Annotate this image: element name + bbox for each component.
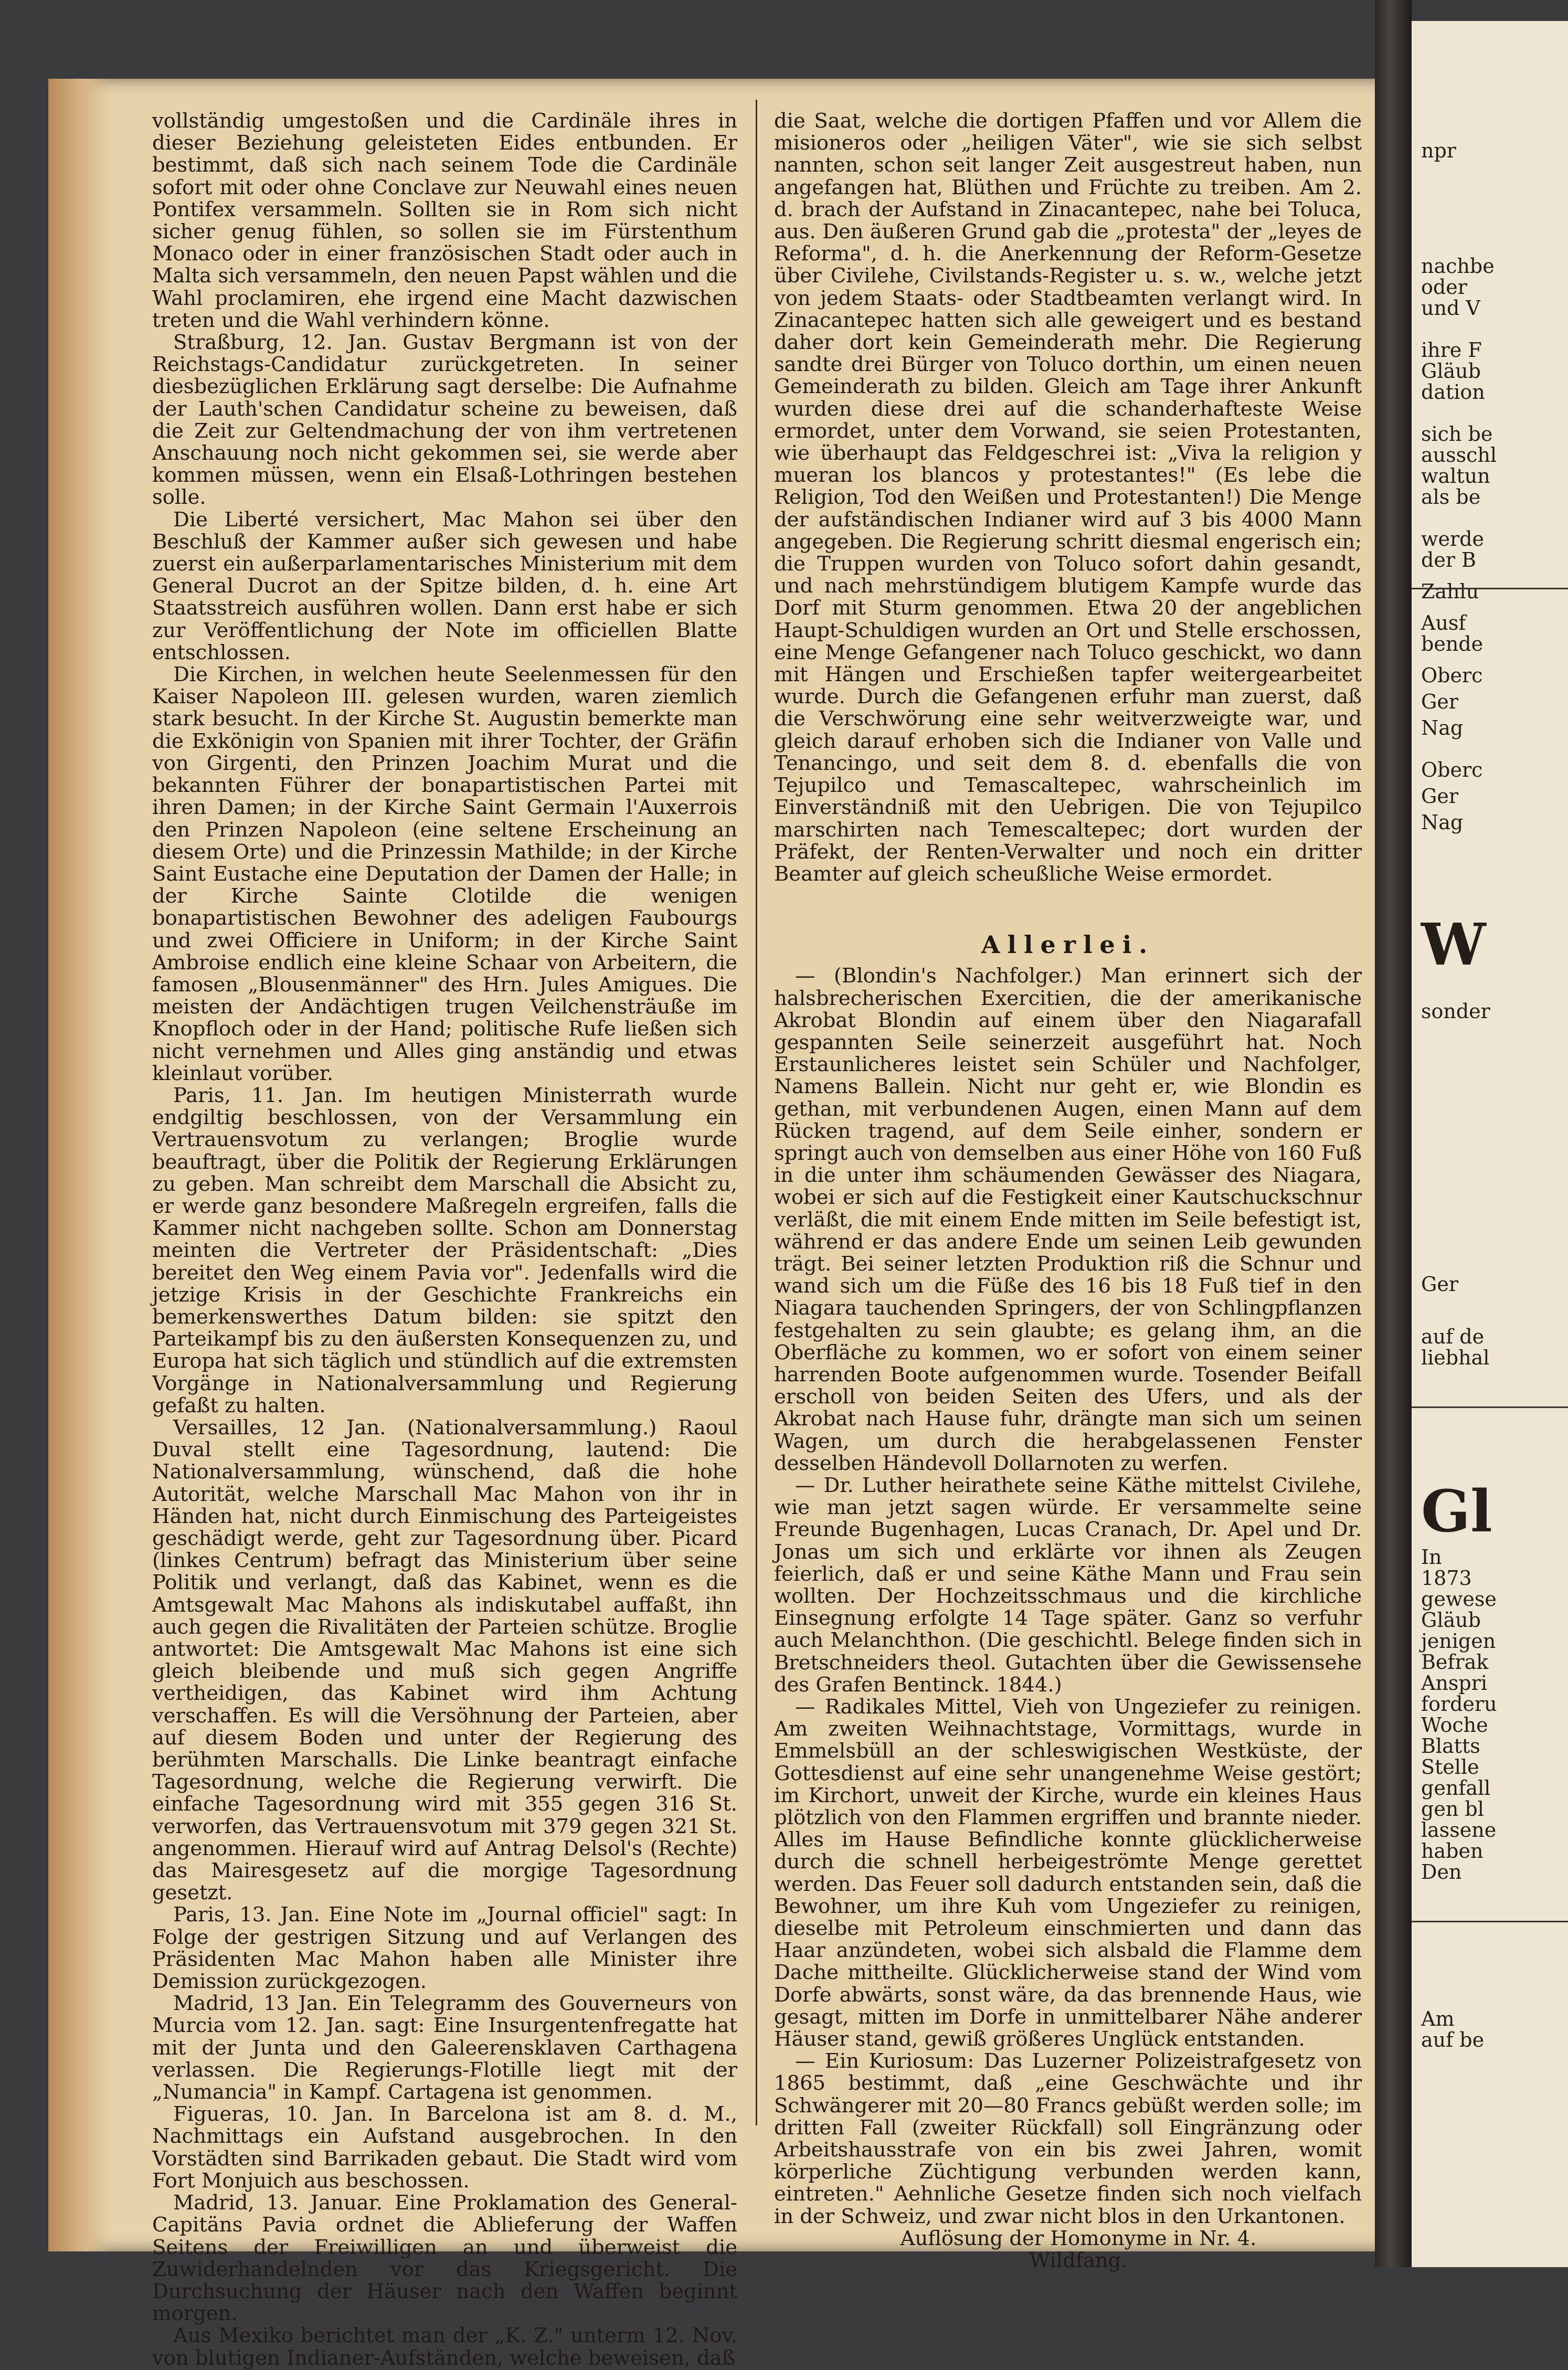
adjacent-page-fragment: W — [1421, 911, 1486, 978]
adjacent-page-fragment: Zahlu — [1421, 580, 1479, 603]
adjacent-page-fragment: haben — [1421, 1839, 1484, 1863]
left-column — [152, 110, 737, 2369]
adjacent-page-fragment: forderu — [1421, 1692, 1497, 1716]
adjacent-page-rule — [1412, 1406, 1568, 1408]
adjacent-page-fragment: ihre F — [1421, 338, 1482, 362]
news-paragraph: vollständig umgestoßen und die Cardinäle ihres in dieser Beziehung geleisteten Eides entbunden. Er bestimmt, daß sich nach seinem Tode die Cardinäle sofort mit oder ohne Conclave zur Neuwahl eines neuen Pontifex versammeln. Sollten sie in Rom sich nicht sicher genug fühlen, so sollen sie im Fürstenthum Monaco oder in einer französischen Stadt oder auch in Malta sich versammeln, den neuen Papst wählen und die Wahl proclamiren, ehe irgend eine Macht dazwischen treten und die Wahl verhindern könne. — [152, 109, 737, 332]
adjacent-page-fragment: npr — [1421, 139, 1456, 162]
adjacent-page-fragment: Am — [1421, 2007, 1455, 2030]
news-paragraph: Straßburg, 12. Jan. Gustav Bergmann ist von der Reichstags-Candidatur zurückgetreten. In seiner diesbezüglichen Erklärung sagt derselbe: Die Aufnahme der Lauth'schen Candidatur scheine zu beweisen, daß die Zeit zur Geltendmachung der von ihm vertretenen Anschauung noch nicht gekommen sei, sie werde aber kommen müssen, wenn ein Elsaß-Lothringen bestehen solle. — [152, 331, 737, 510]
news-paragraph: Die Liberté versichert, Mac Mahon sei über den Beschluß der Kammer außer sich gewesen und habe zuerst ein außerparlamentarisches Ministerium mit dem General Ducrot an der Spitze bilden, d. h. eine Art Staatsstreich ausführen wollen. Dann erst habe er sich zur Veröffentlichung der Note im officiellen Blatte entschlossen. — [152, 507, 737, 664]
news-paragraph: Figueras, 10. Jan. In Barcelona ist am 8. d. M., Nachmittags ein Aufstand ausgebrochen. In den Vorstädten sind Barrikaden gebaut. Die Stadt wird vom Fort Monjuich aus beschossen. — [152, 2102, 737, 2193]
adjacent-page-fragment: lassene — [1421, 1818, 1497, 1842]
adjacent-page-fragment: liebhal — [1421, 1346, 1490, 1369]
adjacent-page-fragment: auf be — [1421, 2028, 1485, 2051]
news-paragraph: Versailles, 12 Jan. (Nationalversammlung.) Raoul Duval stellt eine Tagesordnung, lautend: Die Nationalversammlung, wünschend, daß die hohe Autorität, welche Marschall Mac Mahon von ihr in Händen hat, nicht durch Einmischung des Parteigeistes geschädigt werde, geht zur Tagesordnung über. Picard (linkes Centrum) befragt das Ministerium über seine Politik und verlangt, daß das Kabinet, wenn es die Amtsgewalt Mac Mahons als indiskutabel auffaßt, ihn auch gegen die Rivalitäten der Parteien schütze. Broglie antwortet: Die Amtsgewalt Mac Mahons ist eine sich gleich bleibende und muß sich gegen Angriffe vertheidigen, das Kabinet wird ihm Achtung verschaffen. Es will die Versöhnung der Parteien, aber auf diesem Boden und unter der Regierung des berühmten Marschalls. Die Linke beantragt einfache Tagesordnung, welche die Regierung verwirft. Die einfache Tagesordnung wird mit 355 gegen 316 St. verworfen, das Vertrauensvotum mit 379 gegen 321 St. angenommen. Hierauf wird auf Antrag Delsol's (Rechte) das Mairesgesetz auf die morgige Tagesordnung gesetzt. — [152, 1415, 737, 1905]
news-paragraph: Madrid, 13 Jan. Ein Telegramm des Gouverneurs von Murcia vom 12. Jan. sagt: Eine Insurgentenfregatte hat mit der Junta und den Galeerensklaven Carthagena verlassen. Die Regierungs-Flotille liegt mit der „Numancia" in Kampf. Cartagena ist genommen. — [152, 1992, 737, 2104]
adjacent-page-fragment: gewese — [1421, 1588, 1497, 1611]
adjacent-page-fragment: Ger — [1421, 690, 1459, 713]
adjacent-page-rule — [1412, 588, 1568, 589]
adjacent-page-fragment: oder — [1421, 276, 1467, 299]
adjacent-page-fragment: auf de — [1421, 1325, 1485, 1348]
adjacent-page-fragment: gen bl — [1421, 1797, 1484, 1821]
adjacent-page-fragment: ausschl — [1421, 443, 1497, 467]
news-paragraph: Paris, 11. Jan. Im heutigen Ministerrath wurde endgiltig beschlossen, von der Versammlung ein Vertrauensvotum zu verlangen; Broglie wurde beauftragt, über die Politik der Regierung Erklärungen zu geben. Man schreibt dem Marschall die Absicht zu, er werde ganz besondere Maßregeln ergreifen, falls die Kammer nicht nachgeben sollte. Schon am Donnerstag meinten die Vertreter der Präsidentschaft: „Dies bereitet den Weg einem Pavia vor". Jedenfalls wird die jetzige Krisis in der Geschichte Frankreichs ein bemerkenswerthes Datum bilden: sie spitzt den Parteikampf bis zu den äußersten Konsequenzen zu, und Europa hat sich täglich und stündlich auf die extremsten Vorgänge in Nationalversammlung und Regierung gefaßt zu halten. — [152, 1083, 737, 1417]
adjacent-page-fragment: Den — [1421, 1860, 1462, 1884]
column-divider — [756, 100, 757, 2125]
adjacent-page-fragment: dation — [1421, 380, 1485, 404]
adjacent-page-fragment: jenigen — [1421, 1630, 1496, 1653]
adjacent-page-fragment: Stelle — [1421, 1755, 1479, 1779]
news-paragraph: Madrid, 13. Januar. Eine Proklamation des General-Capitäns Pavia ordnet die Ablieferung der Waffen Seitens der Freiwilligen an und überweist die Zuwiderhandelnden vor das Kriegsgericht. Die Durchsuchung der Häuser nach den Waffen beginnt morgen. — [152, 2191, 737, 2326]
adjacent-page-fragment: Woche — [1421, 1713, 1488, 1737]
adjacent-page-fragment: Ausf — [1421, 611, 1466, 634]
adjacent-page-fragment: Gläub — [1421, 359, 1481, 383]
adjacent-page-fragment: Nag — [1421, 811, 1464, 834]
adjacent-page-fragment: 1873 — [1421, 1567, 1472, 1590]
right-column — [774, 110, 1362, 2272]
adjacent-page-fragment: als be — [1421, 485, 1481, 509]
adjacent-page-fragment: Nag — [1421, 716, 1464, 739]
book-binding — [1375, 0, 1412, 2267]
adjacent-page-fragment: genfall — [1421, 1776, 1491, 1800]
adjacent-page-fragment: Ger — [1421, 785, 1459, 808]
homonym-solution-answer: Wildfang. — [1029, 2249, 1128, 2273]
adjacent-page-fragment: nachbe — [1421, 255, 1495, 278]
news-paragraph: Die Kirchen, in welchen heute Seelenmessen für den Kaiser Napoleon III. gelesen wurden, waren ziemlich stark besucht. In der Kirche St. Augustin bemerkte man die Exkönigin von Spanien mit ihrer Tochter, der Gräfin von Girgenti, den Prinzen Joachim Murat und die bekannten Führer der bonapartistischen Partei mit ihren Damen; in der Kirche Saint Germain l'Auxerrois den Prinzen Napoleon (eine seltene Erscheinung an diesem Orte) und die Prinzessin Mathilde; in der Kirche Saint Eustache eine Deputation der Damen der Halle; in der Kirche Sainte Clotilde die wenigen bonapartistischen Bewohner des adeligen Faubourgs und zwei Officiere in Uniform; in der Kirche Saint Ambroise endlich eine kleine Schaar von Arbeitern, die famosen „Blousenmänner" des Hrn. Jules Amigues. Die meisten der Andächtigen trugen Veilchensträuße im Knopfloch oder in der Hand; politische Rufe ließen sich nicht vernehmen und Alles ging anständig und etwas kleinlaut vorüber. — [152, 663, 737, 1085]
adjacent-page-fragment: waltun — [1421, 464, 1490, 488]
adjacent-page-fragment: In — [1421, 1546, 1442, 1569]
adjacent-page-fragment: und V — [1421, 297, 1480, 320]
allerlei-item-3: — Radikales Mittel, Vieh von Ungeziefer zu reinigen. Am zweiten Weihnachtstage, Vormittags, wurde in Emmelsbüll an der schleswigischen Westküste, der Gottesdienst auf eine sehr unangenehme Weise gestört; im Kirchort, unweit der Kirche, wurde ein kleines Haus plötzlich von den Flammen ergriffen und brannte nieder. Alles im Hause Befindliche konnte glücklicherweise durch die schnell herbeigeströmte Menge gerettet werden. Das Feuer soll dadurch entstanden sein, daß die Bewohner, um ihre Kuh vom Ungeziefer zu reinigen, dieselbe mit Petroleum einschmierten und dann das Haar anzündeten, wobei sich alsbald die Flamme dem Dache mittheilte. Glücklicherweise stand der Wind vom Dorfe abwärts, sonst wäre, da das brennende Haus, wie gesagt, mitten im Dorfe in unmittelbarer Nähe anderer Häuser stand, gewiß größeres Unglück entstanden. — [774, 1695, 1362, 2051]
adjacent-page-fragment: Blatts — [1421, 1734, 1480, 1758]
adjacent-page-fragment: bende — [1421, 632, 1484, 655]
adjacent-page-fragment: Befrak — [1421, 1650, 1489, 1674]
adjacent-page-fragment: sich be — [1421, 422, 1493, 446]
allerlei-item-4: — Ein Kuriosum: Das Luzerner Polizeistrafgesetz von 1865 bestimmt, daß „eine Geschwächte und ihr Schwängerer mit 20—80 Francs gebüßt werden solle; im dritten Fall (zweiter Rückfall) soll Eingränzung oder Arbeitshausstrafe von ein bis zwei Jahren, womit körperliche Züchtigung verbunden werden kann, eintreten." Aehnliche Gesetze finden sich noch vielfach in der Schweiz, und zwar nicht blos in den Urkantonen. — [774, 2049, 1362, 2228]
adjacent-page-fragment: Gläub — [1421, 1609, 1481, 1632]
allerlei-item-1: — (Blondin's Nachfolger.) Man erinnert sich der halsbrecherischen Exercitien, die der amerikanische Akrobat Blondin auf einem über den Niagarafall gespannten Seile seinerzeit ausgeführt hat. Noch Erstaunlicheres leistet sein Schüler und Nachfolger, Namens Ballein. Nicht nur geht er, wie Blondin es gethan, mit verbundenen Augen, einen Mann auf dem Rücken tragend, auf dem Seile einher, sondern er springt auch von demselben aus einer Höhe von 160 Fuß in die unter ihm schäumenden Gewässer des Niagara, wobei er sich auf die Festigkeit einer Kautschuckschnur verläßt, die mit einem Ende mitten im Seile befestigt ist, während er das andere Ende um seinen Leib gewunden trägt. Bei seiner letzten Produktion riß die Schnur und wand sich um die Füße des 16 bis 18 Fuß tief in den Niagara tauchenden Springers, der von Schlingpflanzen festgehalten zu sein glaubte; es gelang ihm, an die Oberfläche zu kommen, wo er sofort von einem seiner harrenden Boote aufgenommen wurde. Tosender Beifall erscholl von beiden Seiten des Ufers, und als der Akrobat nach Hause fuhr, drängte man sich um seinen Wagen, um durch die herabgelassenen Fenster desselben Händevoll Dollarnoten zu werfen. — [774, 964, 1362, 1475]
adjacent-page-fragment: Anspri — [1421, 1671, 1488, 1695]
adjacent-page-fragment: Ger — [1421, 1273, 1459, 1296]
adjacent-page-fragment: der B — [1421, 548, 1476, 572]
adjacent-page-fragment: Oberc — [1421, 664, 1483, 687]
adjacent-page-fragment: Gl — [1421, 1477, 1492, 1545]
adjacent-page-rule — [1412, 1921, 1568, 1922]
news-paragraph: Aus Mexiko berichtet man der „K. Z." unterm 12. Nov. von blutigen Indianer-Aufständen, welche beweisen, daß — [152, 2324, 737, 2370]
adjacent-page-fragment: sonder — [1421, 1000, 1490, 1023]
adjacent-page-edge — [1412, 21, 1568, 2267]
right-column-text: die Saat, welche die dortigen Pfaffen und vor Allem die misioneros oder „heiligen Väter", wie sie sich selbst nannten, schon seit langer Zeit ausgestreut haben, nun angefangen hat, Blüthen und Früchte zu treiben. Am 2. d. brach der Aufstand in Zinacantepec, nahe bei Toluca, aus. Den äußeren Grund gab die „protesta" der „leyes de Reforma", d. h. die Anerkennung der Reform-Gesetze über Civilehe, Civilstands-Register u. s. w., welche jetzt von jedem Staats- oder Stadtbeamten verlangt wird. In Zinacantepec hatten sich alle geweigert und es bestand daher dort kein Gemeinderath mehr. Die Regierung sandte drei Bürger von Toluco dorthin, um einen neuen Gemeinderath zu bilden. Gleich am Tage ihrer Ankunft wurden diese drei auf die schanderhafteste Weise ermordet, unter dem Vorwand, sie seien Protestanten, wie überhaupt das Feldgeschrei ist: „Viva la religion y mueran los blancos y protestantes!" (Es lebe die Religion, Tod den Weißen und Protestanten!) Die Menge der aufständischen Indianer wird auf 3 bis 4000 Mann angegeben. Die Regierung schritt diesmal engerisch ein; die Truppen wurden von Toluco sofort dahin gesandt, und nach mehrstündigem blutigem Kampfe wurde das Dorf mit Sturm genommen. Etwa 20 der angeblichen Haupt-Schuldigen wurden an Ort und Stelle erschossen, eine Menge Gefangener nach Toluco geschickt, wo dann mit Hängen und Erschießen tapfer weitergearbeitet wurde. Durch die Gefangenen erfuhr man zuerst, daß die Verschwörung eine sehr weitverzweigte war, und gleich darauf erhoben sich die Indianer von Valle und Tenancingo, und seit dem 8. d. ebenfalls die von Tejupilco und Temascaltepec, wahrscheinlich im Einverständniß mit den Uebrigen. Die von Tejupilco marschirten nach Temescaltepec; dort wurden der Präfekt, der Renten-Verwalter und noch ein dritter Beamter auf gleich scheußliche Weise ermordet. — [774, 109, 1362, 886]
allerlei-item-2: — Dr. Luther heirathete seine Käthe mittelst Civilehe, wie man jetzt sagen würde. Er versammelte seine Freunde Bugenhagen, Lucas Cranach, Dr. Apel und Dr. Jonas um sich und erklärte vor ihnen als Zeugen feierlich, daß er und seine Käthe Mann und Frau sein wollten. Der Hochzeitsschmaus und die kirchliche Einsegnung erfolgte 14 Tage später. Ganz so verfuhr auch Melanchthon. (Die geschichtl. Belege finden sich in Bretschneiders theol. Gutachten über die Gewissensehe des Grafen Bentinck. 1844.) — [774, 1473, 1362, 1697]
adjacent-page-fragment: werde — [1421, 527, 1484, 551]
adjacent-page-fragment: Oberc — [1421, 758, 1483, 781]
allerlei-heading: Allerlei. — [981, 930, 1155, 959]
news-paragraph: Paris, 13. Jan. Eine Note im „Journal officiel" sagt: In Folge der gestrigen Sitzung und auf Verlangen des Präsidenten Mac Mahon haben alle Minister ihre Demission zurückgezogen. — [152, 1903, 737, 1994]
homonym-solution-note: Auflösung der Homonyme in Nr. 4. — [900, 2226, 1257, 2250]
